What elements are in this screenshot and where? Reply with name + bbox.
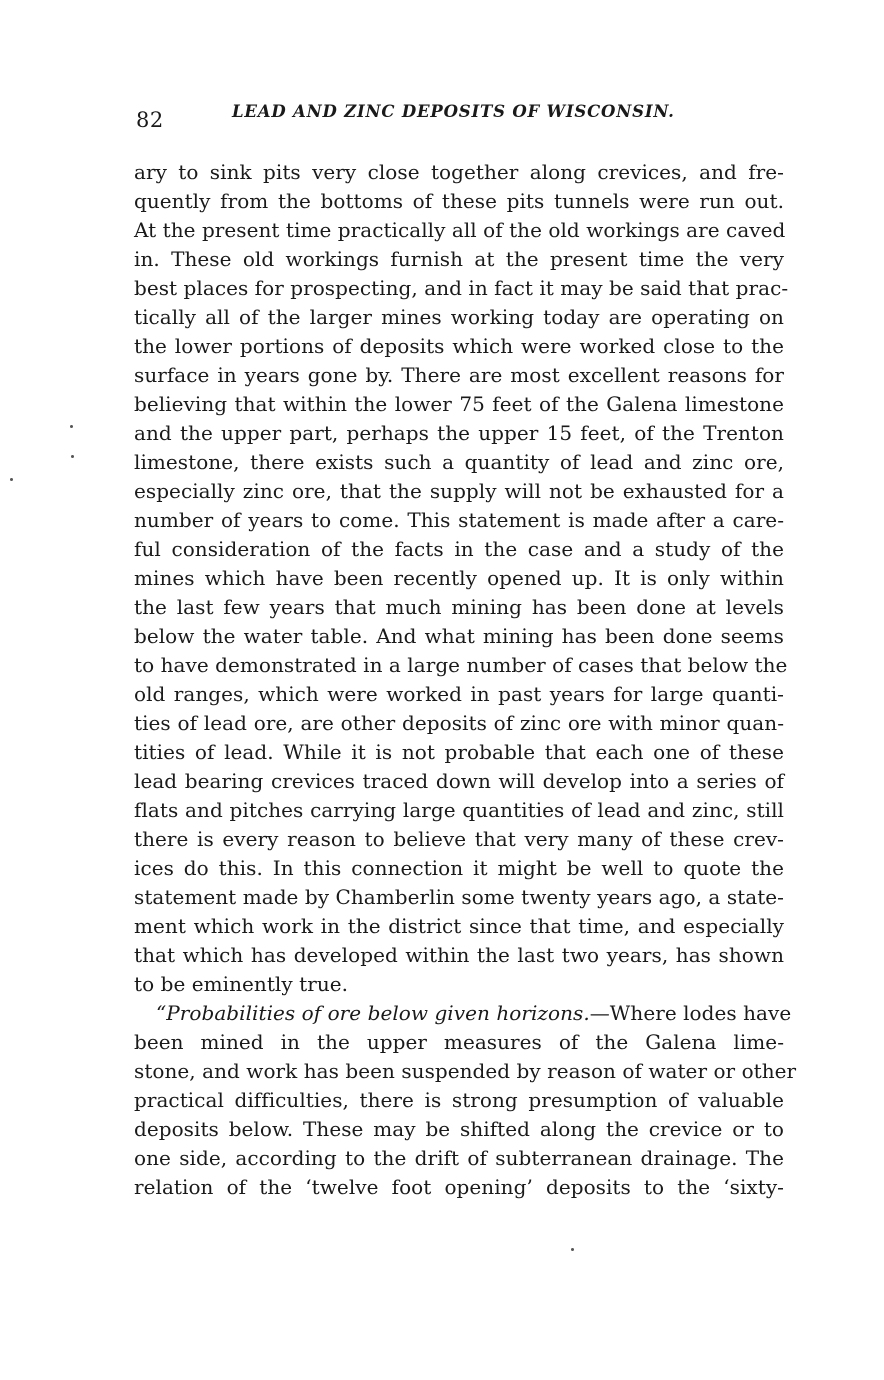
text-line: practical difficulties, there is strong presumption of valuable [134, 1088, 784, 1112]
running-head [132, 100, 782, 130]
text-line: limestone, there exists such a quantity of lead and zinc ore, [134, 450, 784, 474]
text-line: and the upper part, perhaps the upper 15 feet, of the Trenton [134, 421, 784, 445]
text-line: below the water table. And what mining has been done seems [134, 624, 784, 648]
text-line: to have demonstrated in a large number of cases that below the [134, 653, 788, 677]
scan-speck [70, 425, 73, 428]
text-line: stone, and work has been suspended by reason of water or other [134, 1059, 797, 1083]
page-number: 82 [136, 108, 164, 132]
text-line: especially zinc ore, that the supply will not be exhausted for a [134, 479, 784, 503]
paragraph-2-first-line [134, 999, 792, 1028]
text-line: best places for prospecting, and in fact it may be said that prac- [134, 276, 789, 300]
text-line: number of years to come. This statement is made after a care- [134, 508, 784, 532]
text-line: been mined in the upper measures of the Galena lime- [134, 1030, 784, 1054]
running-title: LEAD AND ZINC DEPOSITS OF WISCONSIN. [232, 102, 675, 121]
text-line: one side, according to the drift of subterranean drainage. The [134, 1146, 784, 1170]
text-line: mines which have been recently opened up. It is only within [134, 566, 784, 590]
text-line: lead bearing crevices traced down will develop into a series of [134, 769, 784, 793]
text-line: quently from the bottoms of these pits tunnels were run out. [134, 189, 784, 213]
scan-speck [10, 478, 13, 481]
scan-speck [71, 455, 74, 458]
text-line: the lower portions of deposits which were worked close to the [134, 334, 784, 358]
text-line: tities of lead. While it is not probable that each one of these [134, 740, 784, 764]
section-lead-rest: —Where lodes have [589, 1001, 792, 1025]
text-line: At the present time practically all of the old workings are caved [134, 218, 786, 242]
text-line: to be eminently true. [134, 972, 349, 996]
text-line: deposits below. These may be shifted along the crevice or to [134, 1117, 784, 1141]
text-line: surface in years gone by. There are most excellent reasons for [134, 363, 784, 387]
text-line: in. These old workings furnish at the present time the very [134, 247, 784, 271]
text-line: tically all of the larger mines working today are operating on [134, 305, 784, 329]
section-lead-italic: “Probabilities of ore below given horizons. [156, 1001, 590, 1025]
body-text [134, 158, 797, 1202]
text-line: ment which work in the district since that time, and especially [134, 914, 784, 938]
text-line: old ranges, which were worked in past years for large quanti- [134, 682, 784, 706]
text-line: ties of lead ore, are other deposits of zinc ore with minor quan- [134, 711, 784, 735]
text-line: the last few years that much mining has been done at levels [134, 595, 784, 619]
text-line: there is every reason to believe that very many of these crev- [134, 827, 784, 851]
scan-speck [571, 1248, 574, 1251]
text-line: flats and pitches carrying large quantities of lead and zinc, still [134, 798, 784, 822]
text-line: statement made by Chamberlin some twenty years ago, a state- [134, 885, 784, 909]
text-line: that which has developed within the last two years, has shown [134, 943, 784, 967]
text-line: ices do this. In this connection it might be well to quote the [134, 856, 784, 880]
paragraph-1 [134, 158, 789, 999]
text-line: ful consideration of the facts in the case and a study of the [134, 537, 784, 561]
paragraph-2 [134, 999, 797, 1202]
text-line: ary to sink pits very close together along crevices, and fre- [134, 160, 784, 184]
text-line: believing that within the lower 75 feet of the Galena limestone [134, 392, 784, 416]
text-line: relation of the ‘twelve foot opening’ deposits to the ‘sixty- [134, 1175, 784, 1199]
